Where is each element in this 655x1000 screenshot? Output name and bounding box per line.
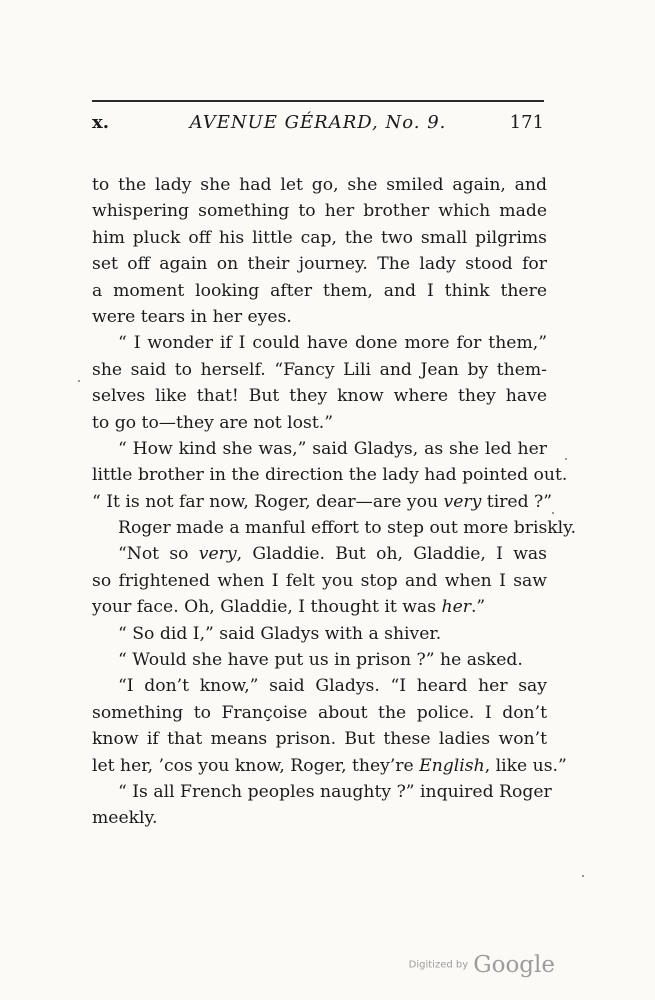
print-speck [552,512,554,514]
text-line: meekly. [92,808,158,829]
text-line: she said to herself. “Fancy Lili and Jean by them- [92,359,547,380]
text-line: him pluck off his little cap, the two small pilgrims [92,227,547,248]
text-line: so frightened when I felt you stop and when I saw [92,570,547,591]
text-segment: , like us.” [484,755,567,776]
print-speck [565,458,567,460]
text-line [92,594,547,620]
text-line: “ Is all French peoples naughty ?” inquired Roger [118,781,552,802]
print-speck [582,875,584,877]
text-line: little brother in the direction the lady had pointed out. [92,465,568,486]
text-line: whispering something to her brother which made [92,201,547,222]
text-segment: , Gladdie. But oh, Gladdie, I was [236,544,547,565]
chapter-number: x. [92,112,109,133]
page-number: 171 [509,112,544,133]
text-segment: your face. Oh, Gladdie, I thought it was [92,597,442,618]
italic-word: very [198,544,237,565]
text-line [92,541,547,567]
running-header [92,112,544,142]
text-line: “ I wonder if I could have done more for them,” [118,333,547,354]
digitized-watermark [409,952,555,978]
italic-word: English [419,755,485,776]
text-line [92,489,553,515]
text-line: set off again on their journey. The lady stood for [92,254,547,275]
text-line: a moment looking after them, and I think there [92,280,547,301]
text-line [92,753,567,779]
body-text [92,172,577,832]
text-line: to go to—they are not lost.” [92,412,334,433]
text-segment: “ It is not far now, Roger, dear—are you [92,491,444,512]
text-line: to the lady she had let go, she smiled again, and [92,175,547,195]
text-line: selves like that! But they know where they have [92,386,547,407]
print-speck [78,380,80,382]
italic-word: her [441,597,471,618]
watermark-prefix: Digitized by [408,959,469,971]
italic-word: very [443,491,482,512]
text-line: Roger made a manful effort to step out more briskly. [118,518,577,539]
text-line: “I don’t know,” said Gladys. “I heard her say [118,676,547,697]
text-line: “ How kind she was,” said Gladys, as she led her [118,438,547,459]
google-logo: Google [473,952,555,978]
text-segment: let her, ’cos you know, Roger, they’re [92,755,420,776]
running-title: AVENUE GÉRARD, No. 9. [189,112,447,133]
text-line: “ Would she have put us in prison ?” he asked. [118,650,523,671]
header-rule [92,100,544,102]
text-line: “ So did I,” said Gladys with a shiver. [118,623,442,644]
text-line: were tears in her eyes. [92,306,292,327]
text-segment: .” [470,597,486,618]
text-line: know if that means prison. But these ladies won’t [92,729,547,750]
text-segment: tired ?” [481,491,553,512]
text-segment: “Not so [118,544,199,565]
text-line: something to Françoise about the police. I don’t [92,702,547,723]
